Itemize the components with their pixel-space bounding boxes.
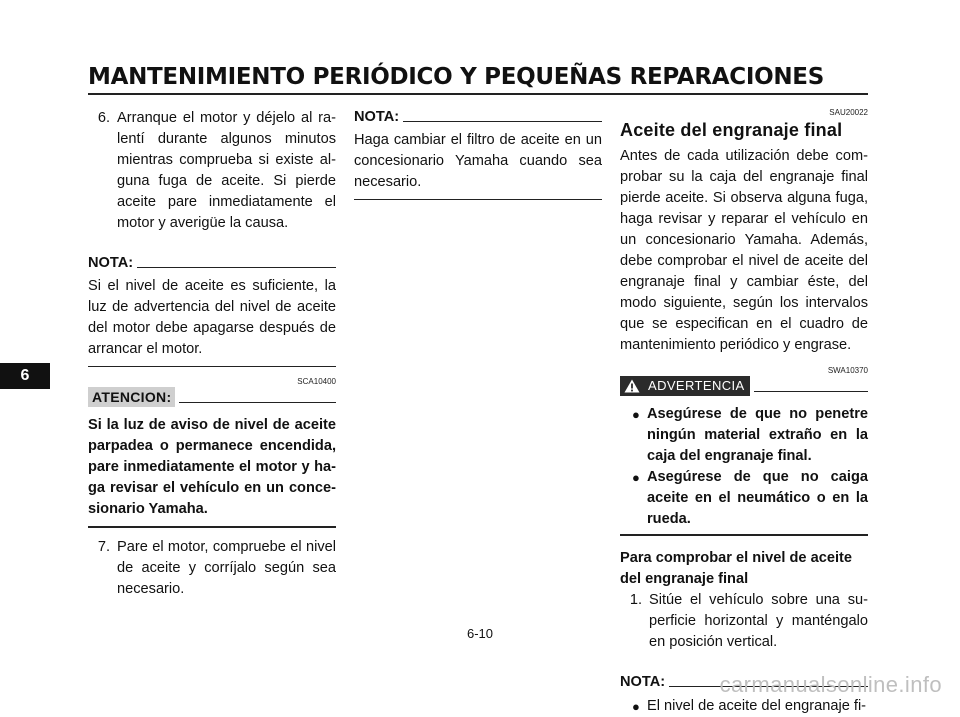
step-text: Arranque el motor y déjelo al ralentí durante algunos minutos mientras comprueba si existe alguna fuga de aceite. Si pierde aceite pare inmediatamente el motor y averigüe la causa.: [117, 110, 336, 231]
step-text: Pare el motor, compruebe el nivel de aceite y corríjalo según sea necesario.: [117, 539, 336, 597]
caution-heading: [88, 387, 336, 407]
step-number: 1.: [629, 592, 642, 608]
note-end-rule: [354, 199, 602, 200]
warning-badge: [620, 376, 750, 396]
bullet-text: Asegúrese de que no penetre ningún material extraño en la caja del engranaje final.: [647, 406, 868, 464]
subheading: Para comprobar el nivel de aceite del engranaje final: [620, 550, 852, 587]
warning-bullet: [620, 467, 868, 530]
warning-code: SWA10370: [827, 366, 868, 375]
caution-text: Si la luz de aviso de nivel de aceite parpadea o permanece encendida, pare inmediatamente el motor y haga revisar el vehículo en un concesionario Yamaha.: [88, 417, 336, 517]
step-text: Sitúe el vehículo sobre una superficie horizontal y manténgalo en posición vertical.: [649, 592, 868, 650]
note-rule: [403, 121, 602, 122]
left-column: [88, 108, 336, 600]
note-heading: [88, 254, 336, 272]
note-rule: [137, 267, 336, 268]
warning-heading: [620, 376, 868, 396]
watermark: carmanualsonline.info: [719, 672, 942, 697]
caution-code: SCA10400: [297, 377, 336, 386]
warning-rule: [754, 391, 868, 392]
note-text: Si el nivel de aceite es suficiente, la luz de advertencia del nivel de aceite del motor debe apagarse después de arrancar el motor.: [88, 278, 336, 357]
bullet-dot-icon: ●: [632, 470, 640, 485]
middle-column: [354, 108, 602, 200]
note-bullet: [620, 696, 868, 717]
chapter-tab: 6: [0, 363, 50, 389]
section-intro: Antes de cada utilización debe comprobar su la caja del engranaje final pierde aceite. Si observa alguna fuga, haga revisar y reparar el vehículo en un concesionario Yamaha. Además, debe comprobar el nivel de aceite del engranaje final y cambiar éste, del modo siguiente, según los intervalos que se especifican en el cuadro de mantenimiento periódico y engrase.: [620, 148, 868, 353]
note-heading: [354, 108, 602, 126]
step-7: [88, 537, 336, 600]
section-title: Aceite del engranaje final: [620, 120, 843, 140]
bullet-text: Asegúrese de que no caiga aceite en el neumático o en la rueda.: [647, 469, 868, 527]
bullet-text: El nivel de aceite del engranaje fi-: [647, 698, 867, 714]
step-number: 7.: [97, 539, 110, 555]
note-label: NOTA:: [620, 674, 666, 690]
page-title: MANTENIMIENTO PERIÓDICO Y PEQUEÑAS REPARACIONES: [88, 64, 824, 90]
step-number: 6.: [97, 110, 110, 126]
bullet-dot-icon: ●: [632, 699, 640, 714]
note-label: NOTA:: [88, 255, 134, 271]
note-text: Haga cambiar el filtro de aceite en un concesionario Yamaha cuando sea necesario.: [354, 132, 602, 190]
note-label: NOTA:: [354, 109, 400, 125]
section-code: SAU20022: [829, 108, 868, 117]
header-rule: [88, 93, 868, 95]
step-1: [620, 590, 868, 653]
caution-label: ATENCION:: [88, 387, 175, 407]
page-number: 6-10: [466, 626, 494, 641]
warning-triangle-icon: [624, 379, 640, 393]
caution-rule: [179, 402, 336, 403]
bullet-dot-icon: ●: [632, 407, 640, 422]
warning-bullet: [620, 404, 868, 467]
step-6: [88, 108, 336, 234]
warning-label: ADVERTENCIA: [648, 378, 745, 393]
